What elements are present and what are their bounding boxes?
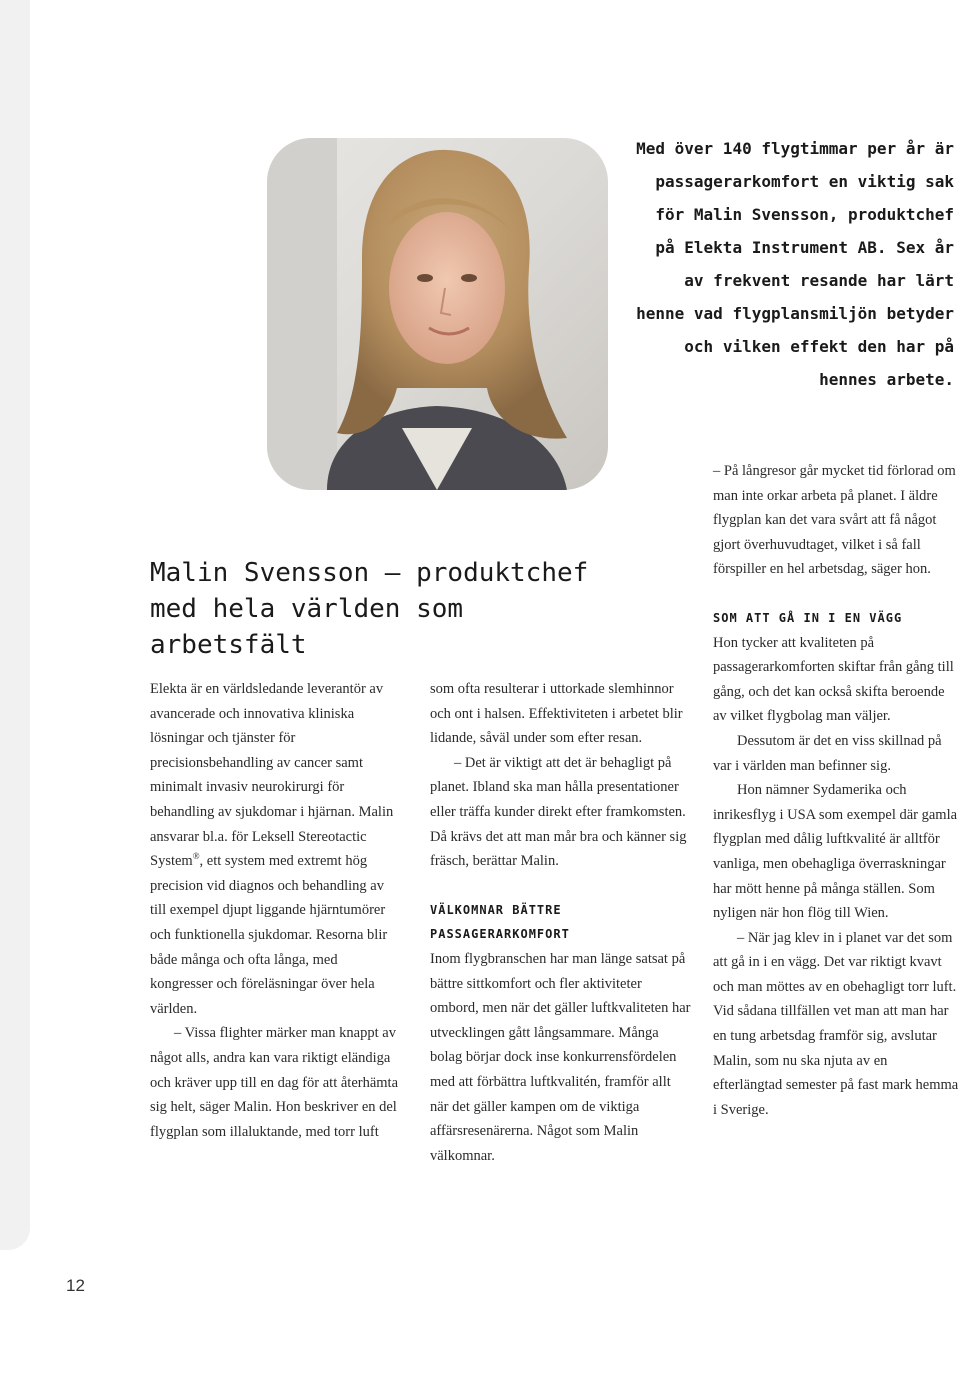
paragraph: Dessutom är det en viss skillnad på var i världen man befinner sig. (713, 732, 942, 774)
paragraph: – På långresor går mycket tid förlorad om man inte orkar arbeta på planet. I äldre flygplan kan det vara svårt att få något gjort överhuvudtaget, vilket i så fall förspiller en hel arbetsdag, säger hon. (713, 463, 956, 578)
paragraph: – Det är viktigt att det är behagligt på planet. Ibland ska man hålla presentationer eller träffa kunder direkt efter framkomsten. Då krävs det att man mår bra och känner sig fräsch, berättar Malin. (430, 754, 687, 870)
section-subheading: PASSAGERARKOMFORT (430, 927, 570, 942)
column-2 (430, 677, 692, 1168)
paragraph: Elekta är en världsledande leverantör av avancerade och innovativa kliniska lösningar och tjänster för precisionsbehandling av cancer samt minimalt invasiv neurokirurgi för behandling av sjukdomar i hjärnan. Malin ansvarar bl.a. för Leksell Stereotactic System®, ett system med extremt hög precision vid diagnos och behandling av till exempel djupt liggande hjärntumörer och funktionella sjukdomar. Resorna blir både många och ofta långa, med kongresser och föreläsningar över hela världen. (150, 681, 394, 1017)
left-margin-strip (0, 0, 30, 1250)
paragraph: som ofta resulterar i uttorkade slemhinnor och ont i halsen. Effektiviteten i arbetet blir lidande, såväl under som efter resan. (430, 681, 683, 747)
section-subheading: SOM ATT GÅ IN I EN VÄGG (713, 610, 903, 625)
column-1 (150, 677, 400, 1144)
paragraph: Hon tycker att kvaliteten på passagerarkomforten skiftar från gång till gång, och det kan också skifta beroende av vilket flygbolag man väljer. (713, 634, 954, 725)
paragraph: – Vissa flighter märker man knappt av något alls, andra kan vara riktigt eländiga och kräver upp till en dag för att återhämta sig helt, säger Malin. Hon beskriver en del flygplan som illaluktande, med torr luft (150, 1025, 399, 1140)
article-headline: Malin Svensson – produktchef med hela världen som arbetsfält (150, 558, 589, 660)
lede-intro: Med över 140 flygtimmar per år är passagerarkomfort en viktig sak för Malin Svensson, produktchef på Elekta Instrument AB. Sex år av frekvent resande har lärt henne vad flygplansmiljön betyder och vilken effekt den har på hennes arbete. (636, 139, 954, 389)
page-number: 12 (66, 1276, 85, 1295)
paragraph: – När jag klev in i planet var det som att gå in i en vägg. Det var riktigt kvavt och man möttes av en obehagligt torr luft. Vid sådana tillfällen vet man att man har en tung arbetsdag framför sig, avslutar Malin, som nu ska njuta av en efterlängtad semester på fast mark hemma i Sverige. (713, 929, 959, 1118)
paragraph: Hon nämner Sydamerika och inrikesflyg i USA som exempel där gamla flygplan med dålig luftkvalité är alltför vanliga, men obehagliga överraskningar har mött henne på många ställen. Som nyligen när hon flög till Wien. (713, 782, 958, 922)
paragraph: Inom flygbranschen har man länge satsat på bättre sittkomfort och fler aktiviteter ombord, men när det gäller luftkvaliteten har utvecklingen gått långsammare. Många bolag börjar dock inse konkurrensfördelen med att förbättra luftkvalitén, framför allt när det gäller kampen om de viktiga affärsresenärerna. Något som Malin välkomnar. (430, 950, 691, 1164)
portrait-photo (267, 138, 608, 490)
column-3 (713, 459, 960, 1122)
section-subheading: VÄLKOMNAR BÄTTRE (430, 902, 562, 917)
